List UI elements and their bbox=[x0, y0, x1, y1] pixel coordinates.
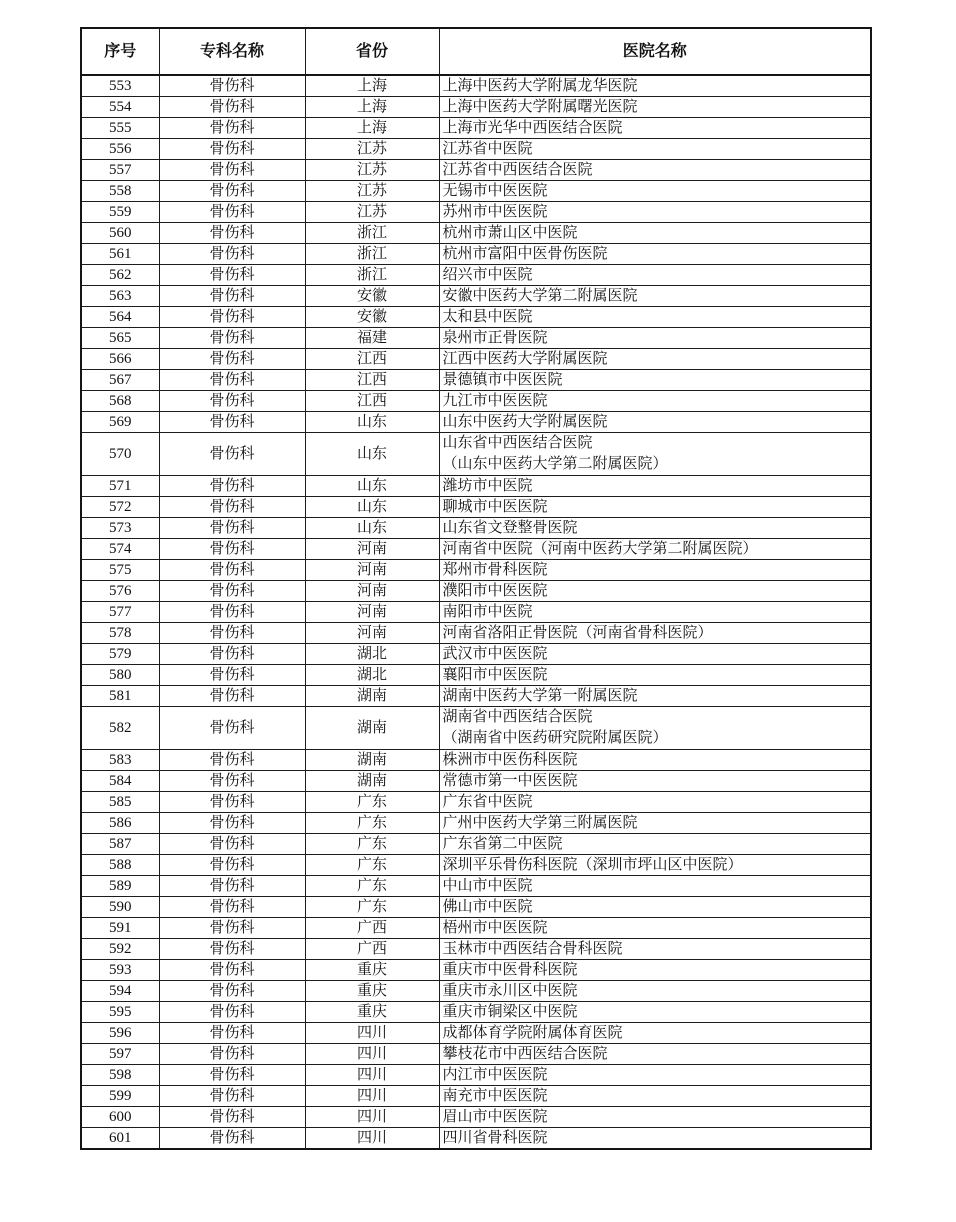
column-header-seq: 序号 bbox=[81, 28, 159, 75]
specialty-cell: 骨伤科 bbox=[159, 1044, 305, 1065]
seq-cell: 581 bbox=[81, 686, 159, 707]
province-cell: 江苏 bbox=[305, 202, 439, 223]
hospital-cell: 广东省中医院 bbox=[439, 792, 871, 813]
seq-cell: 558 bbox=[81, 181, 159, 202]
hospital-cell: 佛山市中医院 bbox=[439, 897, 871, 918]
table-row bbox=[81, 181, 871, 202]
hospital-cell: 濮阳市中医医院 bbox=[439, 581, 871, 602]
specialty-cell: 骨伤科 bbox=[159, 813, 305, 834]
seq-cell: 572 bbox=[81, 497, 159, 518]
hospital-cell bbox=[439, 707, 871, 750]
province-cell: 上海 bbox=[305, 97, 439, 118]
specialty-cell: 骨伤科 bbox=[159, 771, 305, 792]
table-row bbox=[81, 560, 871, 581]
table-row bbox=[81, 1107, 871, 1128]
specialty-cell: 骨伤科 bbox=[159, 918, 305, 939]
hospital-name-line2: （湖南省中医药研究院附属医院） bbox=[442, 730, 668, 746]
hospital-cell: 眉山市中医医院 bbox=[439, 1107, 871, 1128]
seq-cell: 579 bbox=[81, 644, 159, 665]
seq-cell: 561 bbox=[81, 244, 159, 265]
province-cell: 重庆 bbox=[305, 1002, 439, 1023]
specialty-cell: 骨伤科 bbox=[159, 1002, 305, 1023]
province-cell: 湖北 bbox=[305, 665, 439, 686]
province-cell: 江苏 bbox=[305, 181, 439, 202]
hospital-cell: 成都体育学院附属体育医院 bbox=[439, 1023, 871, 1044]
specialty-cell: 骨伤科 bbox=[159, 433, 305, 476]
province-cell: 江苏 bbox=[305, 160, 439, 181]
table-row bbox=[81, 960, 871, 981]
specialty-cell: 骨伤科 bbox=[159, 623, 305, 644]
table-row bbox=[81, 581, 871, 602]
specialty-cell: 骨伤科 bbox=[159, 265, 305, 286]
hospital-cell: 江苏省中医院 bbox=[439, 139, 871, 160]
specialty-cell: 骨伤科 bbox=[159, 834, 305, 855]
hospital-cell bbox=[439, 433, 871, 476]
column-header-hospital: 医院名称 bbox=[439, 28, 871, 75]
hospital-cell: 上海中医药大学附属曙光医院 bbox=[439, 97, 871, 118]
hospital-cell: 重庆市中医骨科医院 bbox=[439, 960, 871, 981]
seq-cell: 575 bbox=[81, 560, 159, 581]
seq-cell: 590 bbox=[81, 897, 159, 918]
specialty-cell: 骨伤科 bbox=[159, 328, 305, 349]
specialty-cell: 骨伤科 bbox=[159, 602, 305, 623]
table-row bbox=[81, 307, 871, 328]
seq-cell: 557 bbox=[81, 160, 159, 181]
province-cell: 江西 bbox=[305, 349, 439, 370]
hospital-cell: 聊城市中医医院 bbox=[439, 497, 871, 518]
province-cell: 山东 bbox=[305, 476, 439, 497]
hospital-cell: 玉林市中西医结合骨科医院 bbox=[439, 939, 871, 960]
province-cell: 河南 bbox=[305, 581, 439, 602]
table-row bbox=[81, 897, 871, 918]
seq-cell: 600 bbox=[81, 1107, 159, 1128]
seq-cell: 585 bbox=[81, 792, 159, 813]
seq-cell: 569 bbox=[81, 412, 159, 433]
hospital-name-line2: （山东中医药大学第二附属医院） bbox=[442, 456, 668, 472]
hospital-cell: 重庆市永川区中医院 bbox=[439, 981, 871, 1002]
specialty-cell: 骨伤科 bbox=[159, 518, 305, 539]
table-row bbox=[81, 792, 871, 813]
hospital-cell: 湖南中医药大学第一附属医院 bbox=[439, 686, 871, 707]
province-cell: 重庆 bbox=[305, 981, 439, 1002]
table-row bbox=[81, 918, 871, 939]
province-cell: 重庆 bbox=[305, 960, 439, 981]
table-row bbox=[81, 328, 871, 349]
province-cell: 广东 bbox=[305, 897, 439, 918]
seq-cell: 594 bbox=[81, 981, 159, 1002]
specialty-cell: 骨伤科 bbox=[159, 497, 305, 518]
province-cell: 四川 bbox=[305, 1086, 439, 1107]
specialty-cell: 骨伤科 bbox=[159, 391, 305, 412]
specialty-cell: 骨伤科 bbox=[159, 476, 305, 497]
table-row bbox=[81, 981, 871, 1002]
seq-cell: 578 bbox=[81, 623, 159, 644]
specialty-cell: 骨伤科 bbox=[159, 349, 305, 370]
province-cell: 上海 bbox=[305, 118, 439, 139]
table-row bbox=[81, 1128, 871, 1150]
hospital-cell: 深圳平乐骨伤科医院（深圳市坪山区中医院） bbox=[439, 855, 871, 876]
hospital-cell: 杭州市富阳中医骨伤医院 bbox=[439, 244, 871, 265]
specialty-cell: 骨伤科 bbox=[159, 1065, 305, 1086]
table-row bbox=[81, 707, 871, 750]
province-cell: 广西 bbox=[305, 918, 439, 939]
specialty-cell: 骨伤科 bbox=[159, 75, 305, 97]
hospital-cell: 潍坊市中医院 bbox=[439, 476, 871, 497]
seq-cell: 577 bbox=[81, 602, 159, 623]
hospital-cell: 江西中医药大学附属医院 bbox=[439, 349, 871, 370]
province-cell: 福建 bbox=[305, 328, 439, 349]
hospital-cell: 重庆市铜梁区中医院 bbox=[439, 1002, 871, 1023]
hospital-cell: 南阳市中医院 bbox=[439, 602, 871, 623]
hospital-cell: 广州中医药大学第三附属医院 bbox=[439, 813, 871, 834]
province-cell: 安徽 bbox=[305, 307, 439, 328]
seq-cell: 554 bbox=[81, 97, 159, 118]
specialty-cell: 骨伤科 bbox=[159, 939, 305, 960]
specialty-cell: 骨伤科 bbox=[159, 307, 305, 328]
specialty-cell: 骨伤科 bbox=[159, 1107, 305, 1128]
hospital-cell: 南充市中医医院 bbox=[439, 1086, 871, 1107]
seq-cell: 562 bbox=[81, 265, 159, 286]
hospital-cell: 郑州市骨科医院 bbox=[439, 560, 871, 581]
seq-cell: 593 bbox=[81, 960, 159, 981]
hospital-cell: 上海市光华中西医结合医院 bbox=[439, 118, 871, 139]
province-cell: 山东 bbox=[305, 412, 439, 433]
table-row bbox=[81, 834, 871, 855]
province-cell: 四川 bbox=[305, 1128, 439, 1150]
table-row bbox=[81, 1086, 871, 1107]
table-row bbox=[81, 75, 871, 97]
hospital-name-line1: 湖南省中西医结合医院 bbox=[442, 709, 593, 725]
specialty-cell: 骨伤科 bbox=[159, 665, 305, 686]
province-cell: 湖南 bbox=[305, 707, 439, 750]
specialty-cell: 骨伤科 bbox=[159, 876, 305, 897]
seq-cell: 570 bbox=[81, 433, 159, 476]
province-cell: 山东 bbox=[305, 497, 439, 518]
column-header-specialty: 专科名称 bbox=[159, 28, 305, 75]
province-cell: 江苏 bbox=[305, 139, 439, 160]
province-cell: 安徽 bbox=[305, 286, 439, 307]
specialty-cell: 骨伤科 bbox=[159, 539, 305, 560]
seq-cell: 555 bbox=[81, 118, 159, 139]
specialty-cell: 骨伤科 bbox=[159, 792, 305, 813]
hospital-cell: 梧州市中医医院 bbox=[439, 918, 871, 939]
table-row bbox=[81, 433, 871, 476]
seq-cell: 591 bbox=[81, 918, 159, 939]
hospital-cell: 绍兴市中医院 bbox=[439, 265, 871, 286]
hospital-cell: 山东中医药大学附属医院 bbox=[439, 412, 871, 433]
table-row bbox=[81, 391, 871, 412]
table-row bbox=[81, 370, 871, 391]
table-row bbox=[81, 665, 871, 686]
province-cell: 河南 bbox=[305, 539, 439, 560]
hospital-table bbox=[80, 27, 872, 1150]
specialty-cell: 骨伤科 bbox=[159, 139, 305, 160]
specialty-cell: 骨伤科 bbox=[159, 97, 305, 118]
province-cell: 浙江 bbox=[305, 223, 439, 244]
seq-cell: 563 bbox=[81, 286, 159, 307]
table-row bbox=[81, 160, 871, 181]
table-row bbox=[81, 497, 871, 518]
seq-cell: 574 bbox=[81, 539, 159, 560]
table-row bbox=[81, 1002, 871, 1023]
specialty-cell: 骨伤科 bbox=[159, 750, 305, 771]
specialty-cell: 骨伤科 bbox=[159, 118, 305, 139]
specialty-cell: 骨伤科 bbox=[159, 370, 305, 391]
seq-cell: 589 bbox=[81, 876, 159, 897]
specialty-cell: 骨伤科 bbox=[159, 707, 305, 750]
hospital-cell: 太和县中医院 bbox=[439, 307, 871, 328]
table-row bbox=[81, 813, 871, 834]
specialty-cell: 骨伤科 bbox=[159, 286, 305, 307]
table-header-row bbox=[81, 28, 871, 75]
hospital-cell: 河南省洛阳正骨医院（河南省骨科医院） bbox=[439, 623, 871, 644]
table-row bbox=[81, 412, 871, 433]
province-cell: 广东 bbox=[305, 876, 439, 897]
specialty-cell: 骨伤科 bbox=[159, 1023, 305, 1044]
hospital-cell: 攀枝花市中西医结合医院 bbox=[439, 1044, 871, 1065]
hospital-cell: 泉州市正骨医院 bbox=[439, 328, 871, 349]
table-row bbox=[81, 202, 871, 223]
table-row bbox=[81, 686, 871, 707]
hospital-cell: 河南省中医院（河南中医药大学第二附属医院） bbox=[439, 539, 871, 560]
province-cell: 广东 bbox=[305, 834, 439, 855]
table-row bbox=[81, 118, 871, 139]
specialty-cell: 骨伤科 bbox=[159, 160, 305, 181]
hospital-cell: 中山市中医院 bbox=[439, 876, 871, 897]
hospital-cell: 江苏省中西医结合医院 bbox=[439, 160, 871, 181]
seq-cell: 576 bbox=[81, 581, 159, 602]
seq-cell: 580 bbox=[81, 665, 159, 686]
specialty-cell: 骨伤科 bbox=[159, 412, 305, 433]
hospital-cell: 安徽中医药大学第二附属医院 bbox=[439, 286, 871, 307]
seq-cell: 587 bbox=[81, 834, 159, 855]
hospital-cell: 九江市中医医院 bbox=[439, 391, 871, 412]
province-cell: 广西 bbox=[305, 939, 439, 960]
table-row bbox=[81, 97, 871, 118]
province-cell: 江西 bbox=[305, 370, 439, 391]
seq-cell: 564 bbox=[81, 307, 159, 328]
specialty-cell: 骨伤科 bbox=[159, 181, 305, 202]
table-row bbox=[81, 623, 871, 644]
seq-cell: 597 bbox=[81, 1044, 159, 1065]
table-body bbox=[81, 75, 871, 1149]
hospital-cell: 广东省第二中医院 bbox=[439, 834, 871, 855]
hospital-cell: 四川省骨科医院 bbox=[439, 1128, 871, 1150]
province-cell: 四川 bbox=[305, 1023, 439, 1044]
hospital-cell: 上海中医药大学附属龙华医院 bbox=[439, 75, 871, 97]
seq-cell: 583 bbox=[81, 750, 159, 771]
hospital-cell: 景德镇市中医医院 bbox=[439, 370, 871, 391]
seq-cell: 559 bbox=[81, 202, 159, 223]
specialty-cell: 骨伤科 bbox=[159, 1128, 305, 1150]
specialty-cell: 骨伤科 bbox=[159, 560, 305, 581]
province-cell: 河南 bbox=[305, 623, 439, 644]
seq-cell: 598 bbox=[81, 1065, 159, 1086]
hospital-cell: 山东省文登整骨医院 bbox=[439, 518, 871, 539]
table-row bbox=[81, 265, 871, 286]
province-cell: 广东 bbox=[305, 855, 439, 876]
table-row bbox=[81, 518, 871, 539]
seq-cell: 586 bbox=[81, 813, 159, 834]
table-row bbox=[81, 855, 871, 876]
seq-cell: 601 bbox=[81, 1128, 159, 1150]
province-cell: 河南 bbox=[305, 602, 439, 623]
seq-cell: 565 bbox=[81, 328, 159, 349]
province-cell: 上海 bbox=[305, 75, 439, 97]
specialty-cell: 骨伤科 bbox=[159, 581, 305, 602]
province-cell: 广东 bbox=[305, 792, 439, 813]
province-cell: 山东 bbox=[305, 518, 439, 539]
hospital-cell: 内江市中医医院 bbox=[439, 1065, 871, 1086]
seq-cell: 584 bbox=[81, 771, 159, 792]
seq-cell: 582 bbox=[81, 707, 159, 750]
seq-cell: 566 bbox=[81, 349, 159, 370]
table-row bbox=[81, 476, 871, 497]
hospital-cell: 株洲市中医伤科医院 bbox=[439, 750, 871, 771]
seq-cell: 588 bbox=[81, 855, 159, 876]
province-cell: 四川 bbox=[305, 1065, 439, 1086]
seq-cell: 553 bbox=[81, 75, 159, 97]
province-cell: 四川 bbox=[305, 1044, 439, 1065]
seq-cell: 567 bbox=[81, 370, 159, 391]
seq-cell: 599 bbox=[81, 1086, 159, 1107]
specialty-cell: 骨伤科 bbox=[159, 960, 305, 981]
seq-cell: 573 bbox=[81, 518, 159, 539]
seq-cell: 560 bbox=[81, 223, 159, 244]
specialty-cell: 骨伤科 bbox=[159, 644, 305, 665]
table-row bbox=[81, 876, 871, 897]
table-row bbox=[81, 1023, 871, 1044]
province-cell: 湖北 bbox=[305, 644, 439, 665]
province-cell: 四川 bbox=[305, 1107, 439, 1128]
table-row bbox=[81, 539, 871, 560]
seq-cell: 568 bbox=[81, 391, 159, 412]
table-row bbox=[81, 349, 871, 370]
table-row bbox=[81, 771, 871, 792]
province-cell: 湖南 bbox=[305, 686, 439, 707]
seq-cell: 592 bbox=[81, 939, 159, 960]
province-cell: 江西 bbox=[305, 391, 439, 412]
hospital-cell: 武汉市中医医院 bbox=[439, 644, 871, 665]
seq-cell: 595 bbox=[81, 1002, 159, 1023]
table-row bbox=[81, 602, 871, 623]
province-cell: 湖南 bbox=[305, 750, 439, 771]
specialty-cell: 骨伤科 bbox=[159, 202, 305, 223]
table-row bbox=[81, 139, 871, 160]
table-row bbox=[81, 1044, 871, 1065]
column-header-province: 省份 bbox=[305, 28, 439, 75]
specialty-cell: 骨伤科 bbox=[159, 897, 305, 918]
hospital-cell: 常德市第一中医医院 bbox=[439, 771, 871, 792]
province-cell: 广东 bbox=[305, 813, 439, 834]
table-row bbox=[81, 644, 871, 665]
province-cell: 浙江 bbox=[305, 244, 439, 265]
seq-cell: 556 bbox=[81, 139, 159, 160]
table-row bbox=[81, 244, 871, 265]
specialty-cell: 骨伤科 bbox=[159, 223, 305, 244]
hospital-cell: 襄阳市中医医院 bbox=[439, 665, 871, 686]
specialty-cell: 骨伤科 bbox=[159, 244, 305, 265]
specialty-cell: 骨伤科 bbox=[159, 855, 305, 876]
hospital-cell: 杭州市萧山区中医院 bbox=[439, 223, 871, 244]
province-cell: 河南 bbox=[305, 560, 439, 581]
hospital-name-line1: 山东省中西医结合医院 bbox=[442, 435, 593, 451]
specialty-cell: 骨伤科 bbox=[159, 981, 305, 1002]
specialty-cell: 骨伤科 bbox=[159, 1086, 305, 1107]
hospital-cell: 无锡市中医医院 bbox=[439, 181, 871, 202]
province-cell: 湖南 bbox=[305, 771, 439, 792]
seq-cell: 571 bbox=[81, 476, 159, 497]
specialty-cell: 骨伤科 bbox=[159, 686, 305, 707]
province-cell: 山东 bbox=[305, 433, 439, 476]
seq-cell: 596 bbox=[81, 1023, 159, 1044]
table-row bbox=[81, 223, 871, 244]
table-row bbox=[81, 286, 871, 307]
province-cell: 浙江 bbox=[305, 265, 439, 286]
hospital-cell: 苏州市中医医院 bbox=[439, 202, 871, 223]
table-row bbox=[81, 750, 871, 771]
table-row bbox=[81, 1065, 871, 1086]
table-row bbox=[81, 939, 871, 960]
